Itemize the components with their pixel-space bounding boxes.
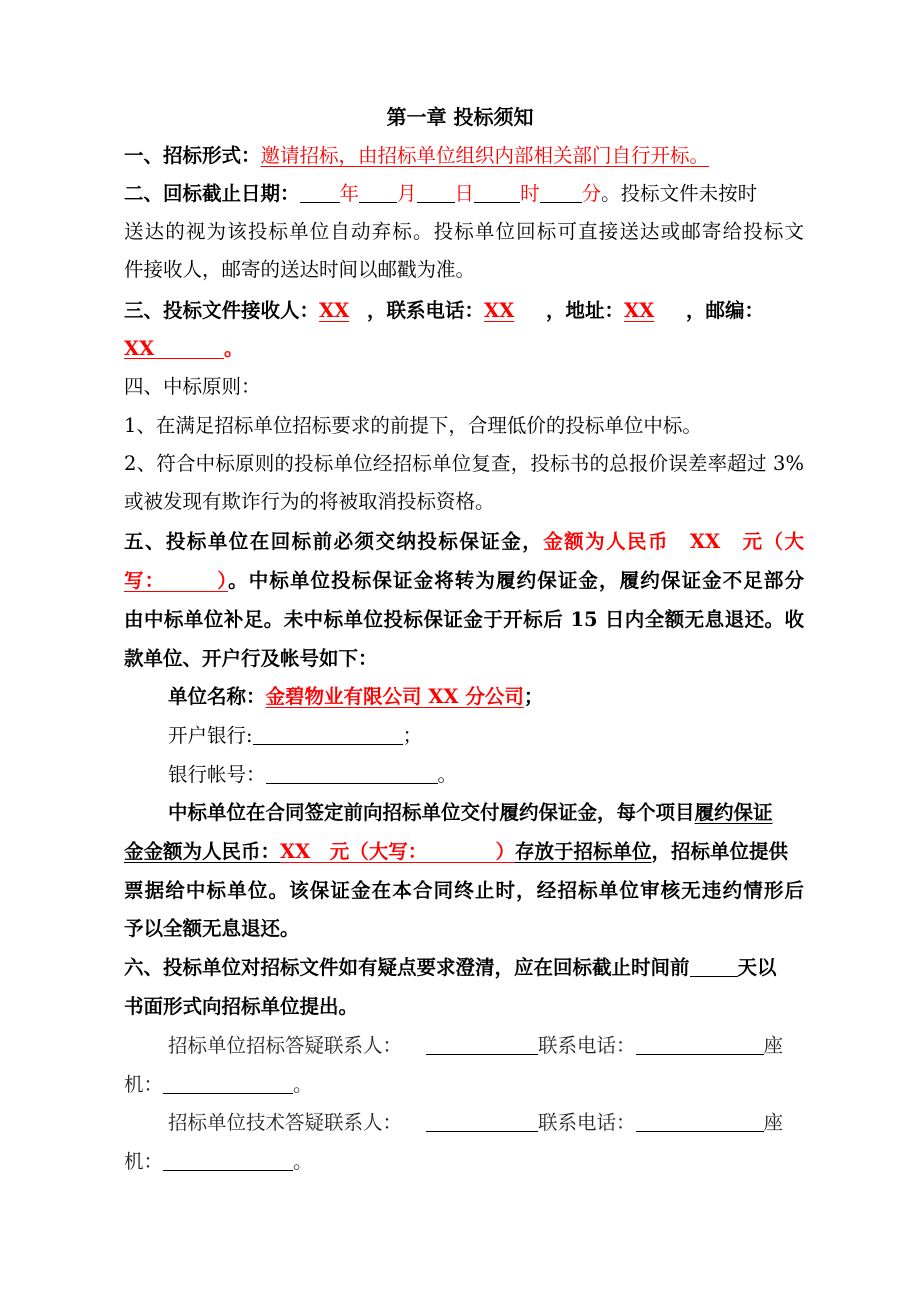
tech-contact-landline-end: 。 xyxy=(293,1150,313,1173)
tech-contact-row xyxy=(168,1110,804,1136)
bid-contact-landline-end: 。 xyxy=(293,1073,313,1096)
month-blank[interactable] xyxy=(359,182,397,203)
section-5-line-1 xyxy=(124,529,804,555)
payee-bank xyxy=(168,723,848,749)
section-5-line-4: 款单位、开户行及帐号如下： xyxy=(124,647,378,670)
bid-contact-landline-blank[interactable] xyxy=(163,1073,293,1094)
bid-contact-landline-label: 机： xyxy=(124,1073,164,1096)
bid-contact-blank[interactable] xyxy=(426,1034,538,1055)
section-6-text: 六、投标单位对招标文件如有疑点要求澄清，应在回标截止时间前 xyxy=(124,956,690,979)
receiver-value: XX xyxy=(319,299,350,322)
section-2-line-2: 送达的视为该投标单位自动弃标。投标单位回标可直接送达或邮寄给投标文 xyxy=(124,220,804,243)
section-6-line-2: 书面形式向招标单位提出。 xyxy=(124,995,359,1018)
bid-contact-landline-row xyxy=(124,1072,804,1098)
section-2-tail: 。投标文件未按时 xyxy=(601,182,758,205)
section-2-line-3: 件接收人，邮寄的送达时间以邮戳为准。 xyxy=(124,258,476,281)
performance-bond-line-4: 予以全额无息退还。 xyxy=(124,917,300,940)
tech-contact-landline-blank[interactable] xyxy=(163,1150,293,1171)
section-1-label: 一、招标形式： xyxy=(124,144,261,167)
section-3-label: 三、投标文件接收人： xyxy=(124,299,320,322)
day-label: 日 xyxy=(454,182,475,205)
payee-unit-value: 金碧物业有限公司 XX 分公司 xyxy=(265,685,524,708)
chapter-title: 第一章 投标须知 xyxy=(386,105,534,129)
tech-contact-label: 招标单位技术答疑联系人： xyxy=(168,1111,403,1134)
performance-bond-amount-label: 金金额为人民币： xyxy=(124,840,281,863)
address-value: XX xyxy=(624,299,655,322)
payee-unit-end: ； xyxy=(523,685,544,708)
section-2-label: 二、回标截止日期： xyxy=(124,182,300,205)
bid-contact-row xyxy=(168,1033,804,1059)
section-5-line-2-text: 。中标单位投标保证金将转为履约保证金，履约保证金不足部分 xyxy=(228,569,804,592)
principle-item-2-line-1: 2、符合中标原则的投标单位经招标单位复查，投标书的总报价误差率超过 3% xyxy=(124,452,804,475)
tech-contact-landline-row xyxy=(124,1149,804,1175)
performance-bond-line-1 xyxy=(168,800,804,826)
principle-item-2-line-2: 或被发现有欺诈行为的将被取消投标资格。 xyxy=(124,490,495,513)
payee-bank-end: ； xyxy=(402,724,423,747)
postcode-end: 。 xyxy=(224,337,244,360)
section-1 xyxy=(124,143,804,169)
bid-contact-label: 招标单位招标答疑联系人： xyxy=(168,1034,403,1057)
performance-bond-line-2 xyxy=(124,839,804,865)
payee-unit xyxy=(168,684,848,710)
section-6-line-1 xyxy=(124,955,804,981)
payee-bank-blank[interactable] xyxy=(253,724,403,745)
section-5-label: 五、投标单位在回标前必须交纳投标保证金， xyxy=(124,530,544,553)
section-6-days: 天以 xyxy=(737,956,777,979)
bid-contact-seat: 座 xyxy=(763,1034,784,1057)
tech-contact-phone-blank[interactable] xyxy=(636,1111,764,1132)
hour-blank[interactable] xyxy=(474,182,520,203)
payee-account-blank[interactable] xyxy=(266,763,438,784)
performance-bond-line-3: 票据给中标单位。该保证金在本合同终止时，经招标单位审核无违约情形后 xyxy=(124,879,804,902)
performance-bond-amount: XX 元（大写： ） xyxy=(280,840,516,863)
payee-bank-label: 开户银行: xyxy=(168,724,253,747)
bid-form-value: 邀请招标，由招标单位组织内部相关部门自行开标。 xyxy=(260,144,710,167)
minute-label: 分 xyxy=(581,182,602,205)
postcode-label: ，邮编： xyxy=(686,299,765,322)
tech-contact-landline-label: 机： xyxy=(124,1150,164,1173)
tech-contact-phone-label: 联系电话： xyxy=(538,1111,636,1134)
payee-account xyxy=(168,762,848,788)
section-4-label: 四、中标原则： xyxy=(124,375,261,398)
section-5-line-3: 由中标单位补足。未中标单位投标保证金于开标后 15 日内全额无息退还。收 xyxy=(124,608,804,631)
performance-bond-text-1: 中标单位在合同签定前向招标单位交付履约保证金，每个项目 xyxy=(168,801,695,824)
days-blank[interactable] xyxy=(690,956,738,977)
deposit-amount: 金额为人民币 XX 元（大 xyxy=(543,530,804,553)
payee-account-label: 银行帐号： xyxy=(168,763,266,786)
section-3-line-2 xyxy=(124,336,804,362)
bid-contact-phone-label: 联系电话： xyxy=(538,1034,636,1057)
bid-contact-phone-blank[interactable] xyxy=(636,1034,764,1055)
day-blank[interactable] xyxy=(417,182,455,203)
month-label: 月 xyxy=(397,182,417,205)
principle-item-1: 1、在满足招标单位招标要求的前提下，合理低价的投标单位中标。 xyxy=(124,414,702,437)
phone-label: ，联系电话： xyxy=(367,299,485,322)
performance-bond-text-2: ，招标单位提供 xyxy=(651,840,789,863)
payee-account-end: 。 xyxy=(437,763,458,786)
address-label: ，地址： xyxy=(546,299,625,322)
tech-contact-blank[interactable] xyxy=(426,1111,538,1132)
deposit-amount-words: 写： ） xyxy=(124,569,229,592)
section-2 xyxy=(124,181,804,207)
minute-blank[interactable] xyxy=(540,182,582,203)
postcode-value: XX xyxy=(124,336,224,359)
performance-bond-storage: 存放于招标单位 xyxy=(515,840,652,863)
year-label: 年 xyxy=(339,182,360,205)
section-3 xyxy=(124,298,804,324)
tech-contact-seat: 座 xyxy=(763,1111,784,1134)
hour-label: 时 xyxy=(520,182,540,205)
section-5-line-2 xyxy=(124,568,804,594)
payee-unit-label: 单位名称： xyxy=(168,685,266,708)
year-blank[interactable] xyxy=(300,182,340,203)
phone-value: XX xyxy=(484,299,515,322)
performance-bond-label: 履约保证 xyxy=(694,801,773,824)
